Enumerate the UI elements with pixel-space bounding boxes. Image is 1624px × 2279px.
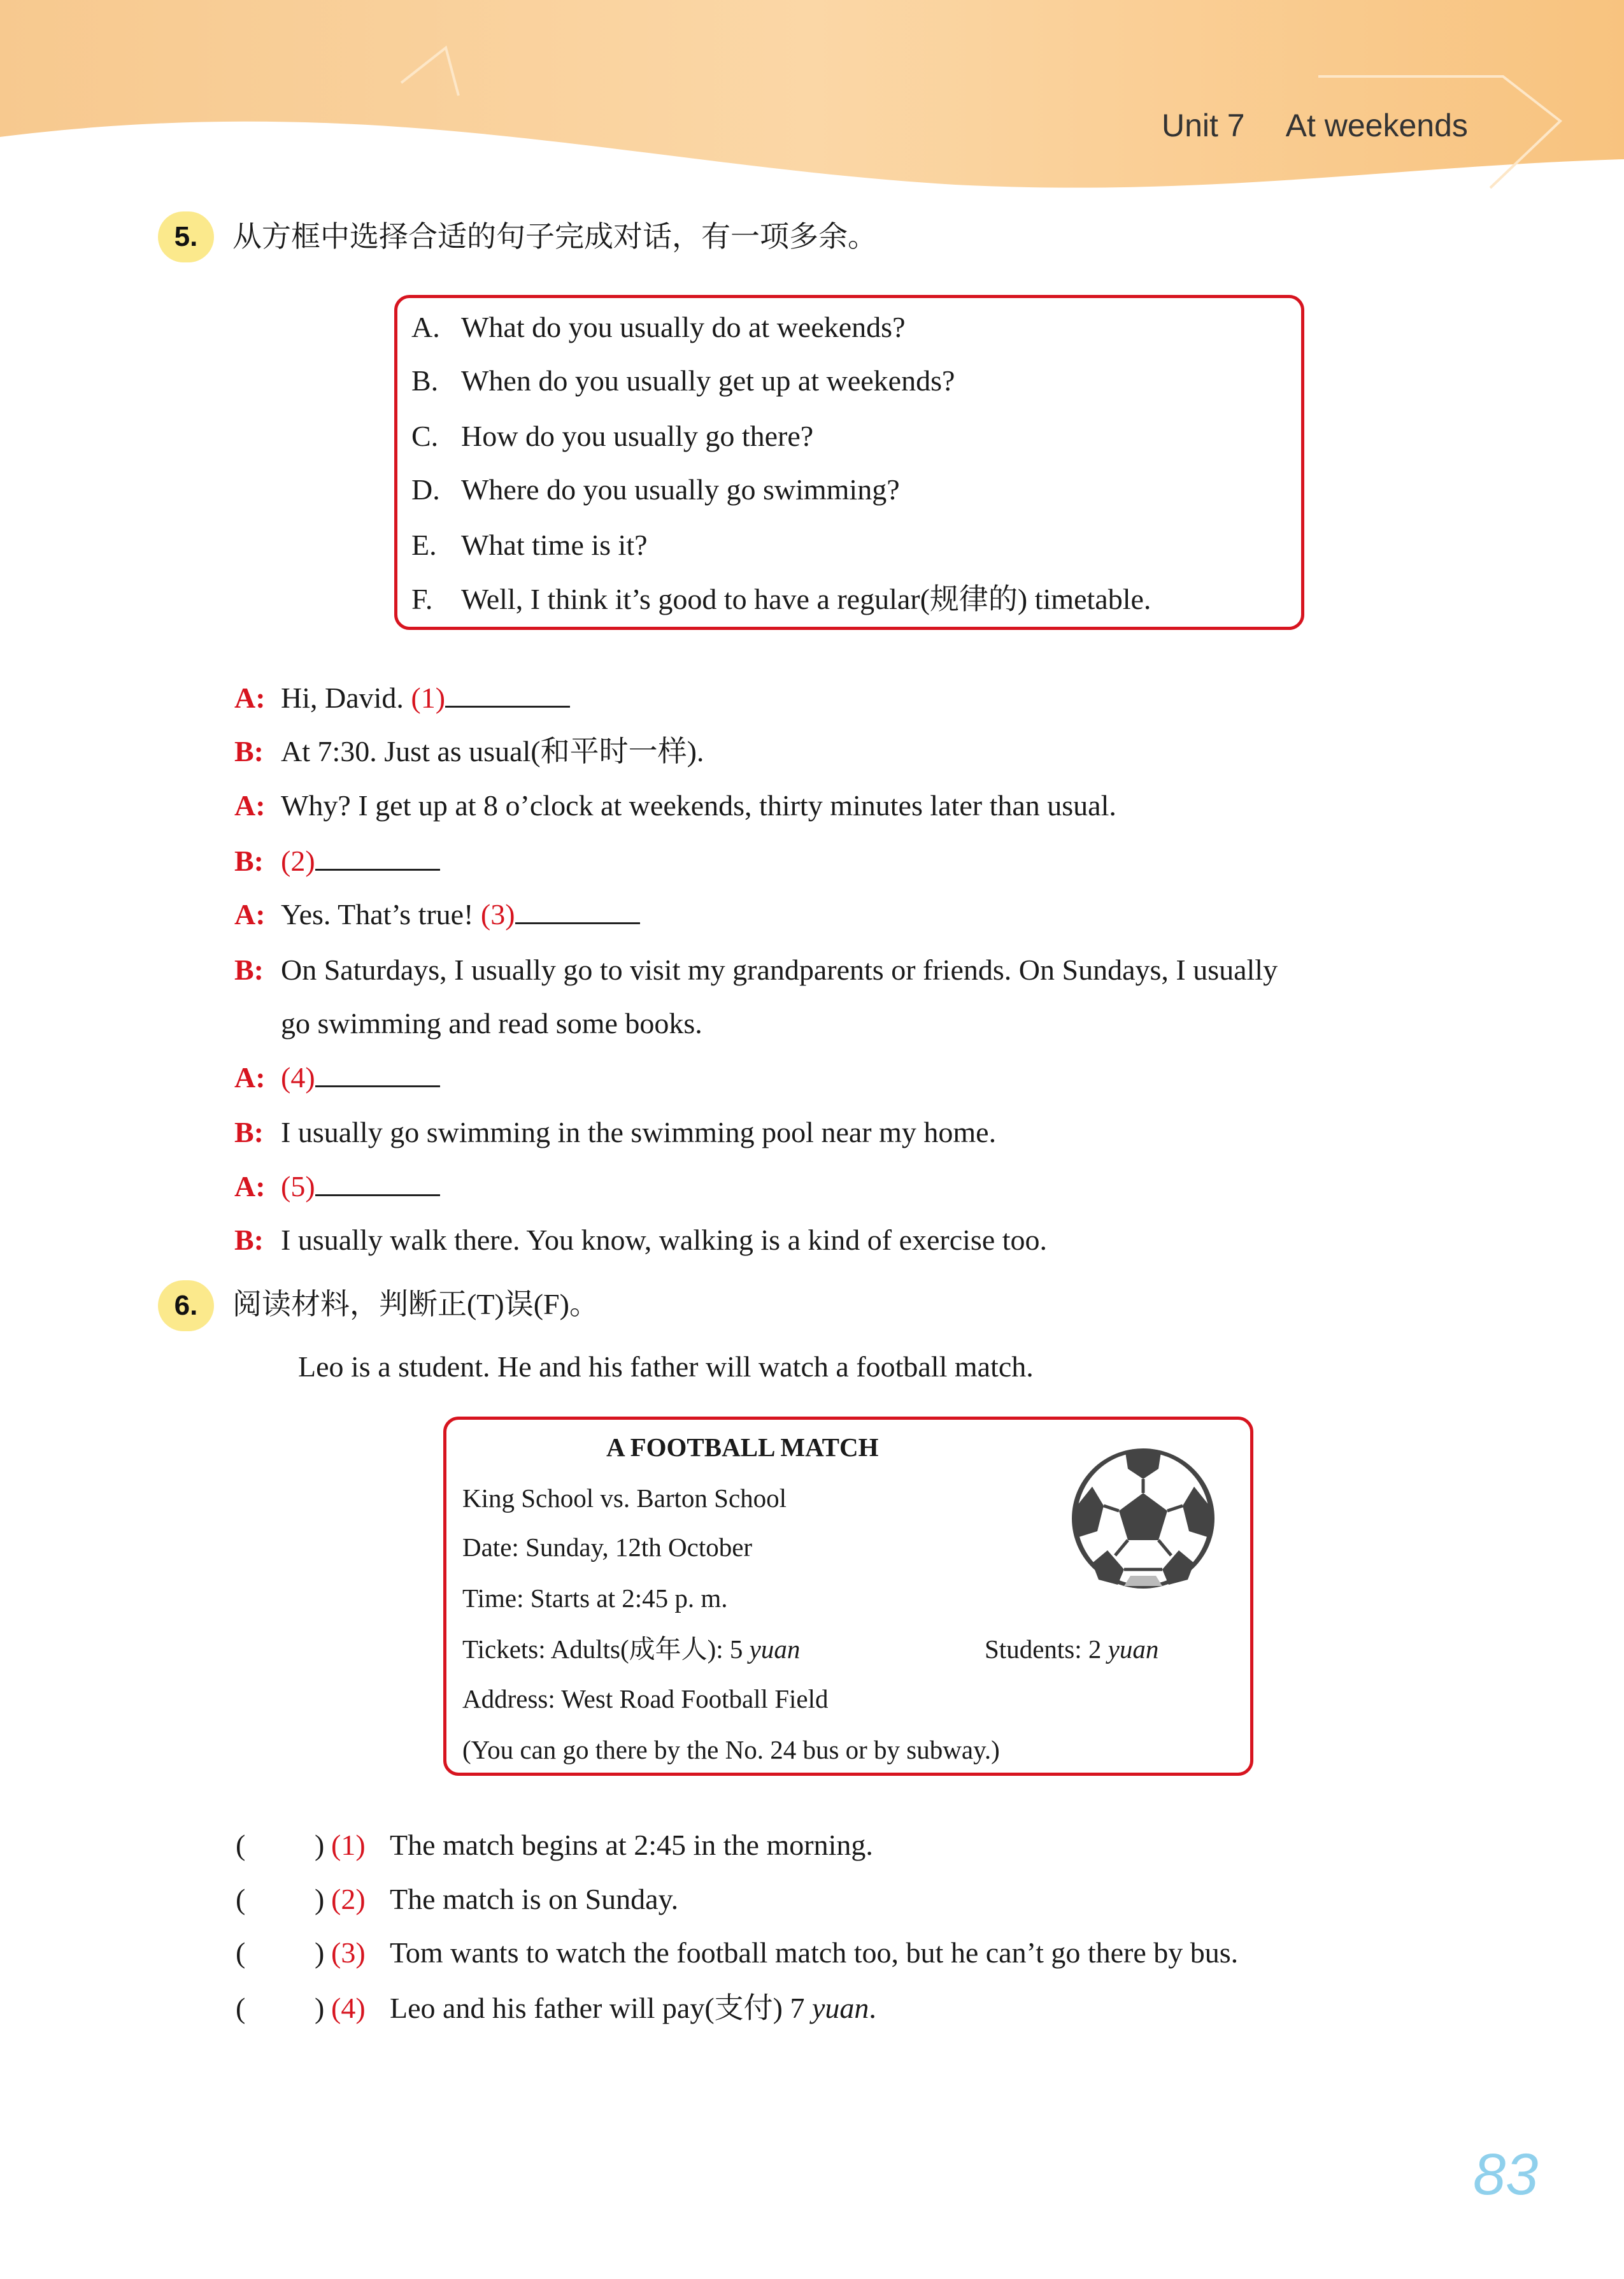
adult-ticket-price: Tickets: Adults(成年人): 5 [462, 1634, 750, 1664]
unit-title: At weekends [1285, 108, 1468, 143]
card-teams: King School vs. Barton School [462, 1483, 787, 1513]
currency-unit: yuan [749, 1634, 801, 1664]
paren-close: ) [315, 1992, 325, 2024]
dialogue-text: Why? I get up at 8 o’clock at weekends, thirty minutes later than usual. [281, 789, 1116, 822]
unit-label: Unit 7 [1162, 108, 1245, 143]
blank-number: (4) [281, 1061, 315, 1094]
option-c [411, 418, 813, 454]
question-number-5: 5. [158, 211, 214, 262]
option-text: When do you usually get up at weekends? [461, 364, 955, 397]
option-text: How do you usually go there? [461, 420, 814, 452]
statement-text: The match is on Sunday. [390, 1883, 679, 1915]
dialogue-line [234, 1222, 1047, 1258]
dialogue-text: I usually walk there. You know, walking is a kind of exercise too. [281, 1224, 1048, 1256]
option-letter: D. [411, 473, 440, 506]
answer-blank[interactable] [315, 1171, 440, 1196]
speaker-label: A: [234, 1061, 266, 1094]
speaker-label: A: [234, 898, 266, 931]
speaker-label: B: [234, 735, 264, 768]
card-note: (You can go there by the No. 24 bus or by subway.) [462, 1735, 1000, 1764]
statement-text: Leo and his father will pay(支付) 7 [390, 1992, 812, 2024]
paren-open: ( [236, 1936, 246, 1969]
dialogue-line [234, 1115, 996, 1150]
option-text: Where do you usually go swimming? [461, 473, 900, 506]
paren-close: ) [315, 1883, 325, 1915]
dialogue-text: Yes. That’s true! [281, 898, 481, 931]
statement [331, 1882, 678, 1917]
card-title: A FOOTBALL MATCH [606, 1432, 879, 1462]
dialogue-line [234, 843, 440, 879]
speaker-label: B: [234, 1116, 264, 1148]
option-f [411, 582, 1151, 617]
dialogue-line [234, 1060, 440, 1096]
answer-slot[interactable] [255, 1990, 312, 2026]
option-b [411, 363, 955, 399]
option-letter: E. [411, 529, 437, 561]
statement-number: (1) [331, 1829, 366, 1861]
dialogue-line [234, 788, 1116, 824]
option-text: What do you usually do at weekends? [461, 311, 906, 343]
statement [331, 1935, 1238, 1971]
dialogue-text: Hi, David. [281, 682, 411, 714]
card-date: Date: Sunday, 12th October [462, 1532, 753, 1562]
currency-unit: yuan [1108, 1634, 1159, 1664]
speaker-label: B: [234, 845, 264, 877]
statement [331, 1990, 876, 2026]
blank-number: (1) [411, 682, 446, 714]
dialogue-line [234, 680, 570, 716]
paren-open: ( [236, 1992, 246, 2024]
statement-text: The match begins at 2:45 in the morning. [390, 1829, 873, 1861]
statement-number: (2) [331, 1883, 366, 1915]
dialogue-text: On Saturdays, I usually go to visit my grandparents or friends. On Sundays, I usually [281, 954, 1278, 986]
q5-instruction: 从方框中选择合适的句子完成对话，有一项多余。 [232, 220, 877, 253]
paren-open: ( [236, 1883, 246, 1915]
answer-slot[interactable] [255, 1827, 312, 1863]
football-icon [1069, 1446, 1218, 1594]
dialogue-line [234, 734, 704, 769]
dialogue-line [234, 897, 640, 932]
paren-close: ) [315, 1936, 325, 1969]
statement-number: (3) [331, 1936, 366, 1969]
option-text: What time is it? [461, 529, 648, 561]
statement-number: (4) [331, 1992, 366, 2024]
blank-number: (5) [281, 1170, 315, 1203]
statement-text: Tom wants to watch the football match too, but he can’t go there by bus. [390, 1936, 1239, 1969]
dialogue-text: I usually go swimming in the swimming pool near my home. [281, 1116, 997, 1148]
answer-blank[interactable] [315, 1062, 440, 1087]
q6-instruction: 阅读材料，判断正(T)误(F)。 [232, 1288, 599, 1320]
student-ticket-price: Students: 2 [985, 1634, 1108, 1664]
option-a [411, 310, 905, 345]
header-wave-decoration [0, 0, 1624, 191]
answer-blank[interactable] [315, 845, 440, 871]
speaker-label: B: [234, 954, 264, 986]
dialogue-text: go swimming and read some books. [281, 1007, 702, 1039]
option-letter: A. [411, 311, 440, 343]
card-time: Time: Starts at 2:45 p. m. [462, 1583, 728, 1613]
option-letter: B. [411, 364, 439, 397]
dialogue-text: At 7:30. Just as usual(和平时一样). [281, 735, 704, 768]
header-band [0, 0, 1624, 191]
paren-close: ) [315, 1829, 325, 1861]
card-students [985, 1633, 1158, 1665]
statement-end: . [869, 1992, 876, 2024]
speaker-label: A: [234, 789, 266, 822]
q6-intro: Leo is a student. He and his father will watch a football match. [298, 1350, 1034, 1383]
answer-slot[interactable] [255, 1935, 312, 1971]
answer-blank[interactable] [445, 682, 570, 708]
option-text: Well, I think it’s good to have a regular(规律的) timetable. [461, 583, 1151, 615]
dialogue-line [234, 952, 1278, 988]
card-tickets [462, 1633, 800, 1665]
speaker-label: A: [234, 1170, 266, 1203]
blank-number: (3) [480, 898, 515, 931]
currency-unit: yuan [811, 1992, 869, 2024]
speaker-label: A: [234, 682, 266, 714]
option-letter: F. [411, 583, 433, 615]
statement [331, 1827, 873, 1863]
page-number: 83 [1473, 2142, 1539, 2207]
option-d [411, 472, 900, 508]
answer-blank[interactable] [515, 899, 640, 924]
dialogue-line [234, 1169, 440, 1204]
blank-number: (2) [281, 845, 315, 877]
option-letter: C. [411, 420, 439, 452]
question-number-6: 6. [158, 1280, 214, 1331]
speaker-label: B: [234, 1224, 264, 1256]
header-title [1162, 107, 1468, 144]
card-address: Address: West Road Football Field [462, 1684, 829, 1713]
dialogue-line [234, 1006, 702, 1041]
paren-open: ( [236, 1829, 246, 1861]
answer-slot[interactable] [255, 1882, 312, 1917]
option-e [411, 527, 648, 563]
